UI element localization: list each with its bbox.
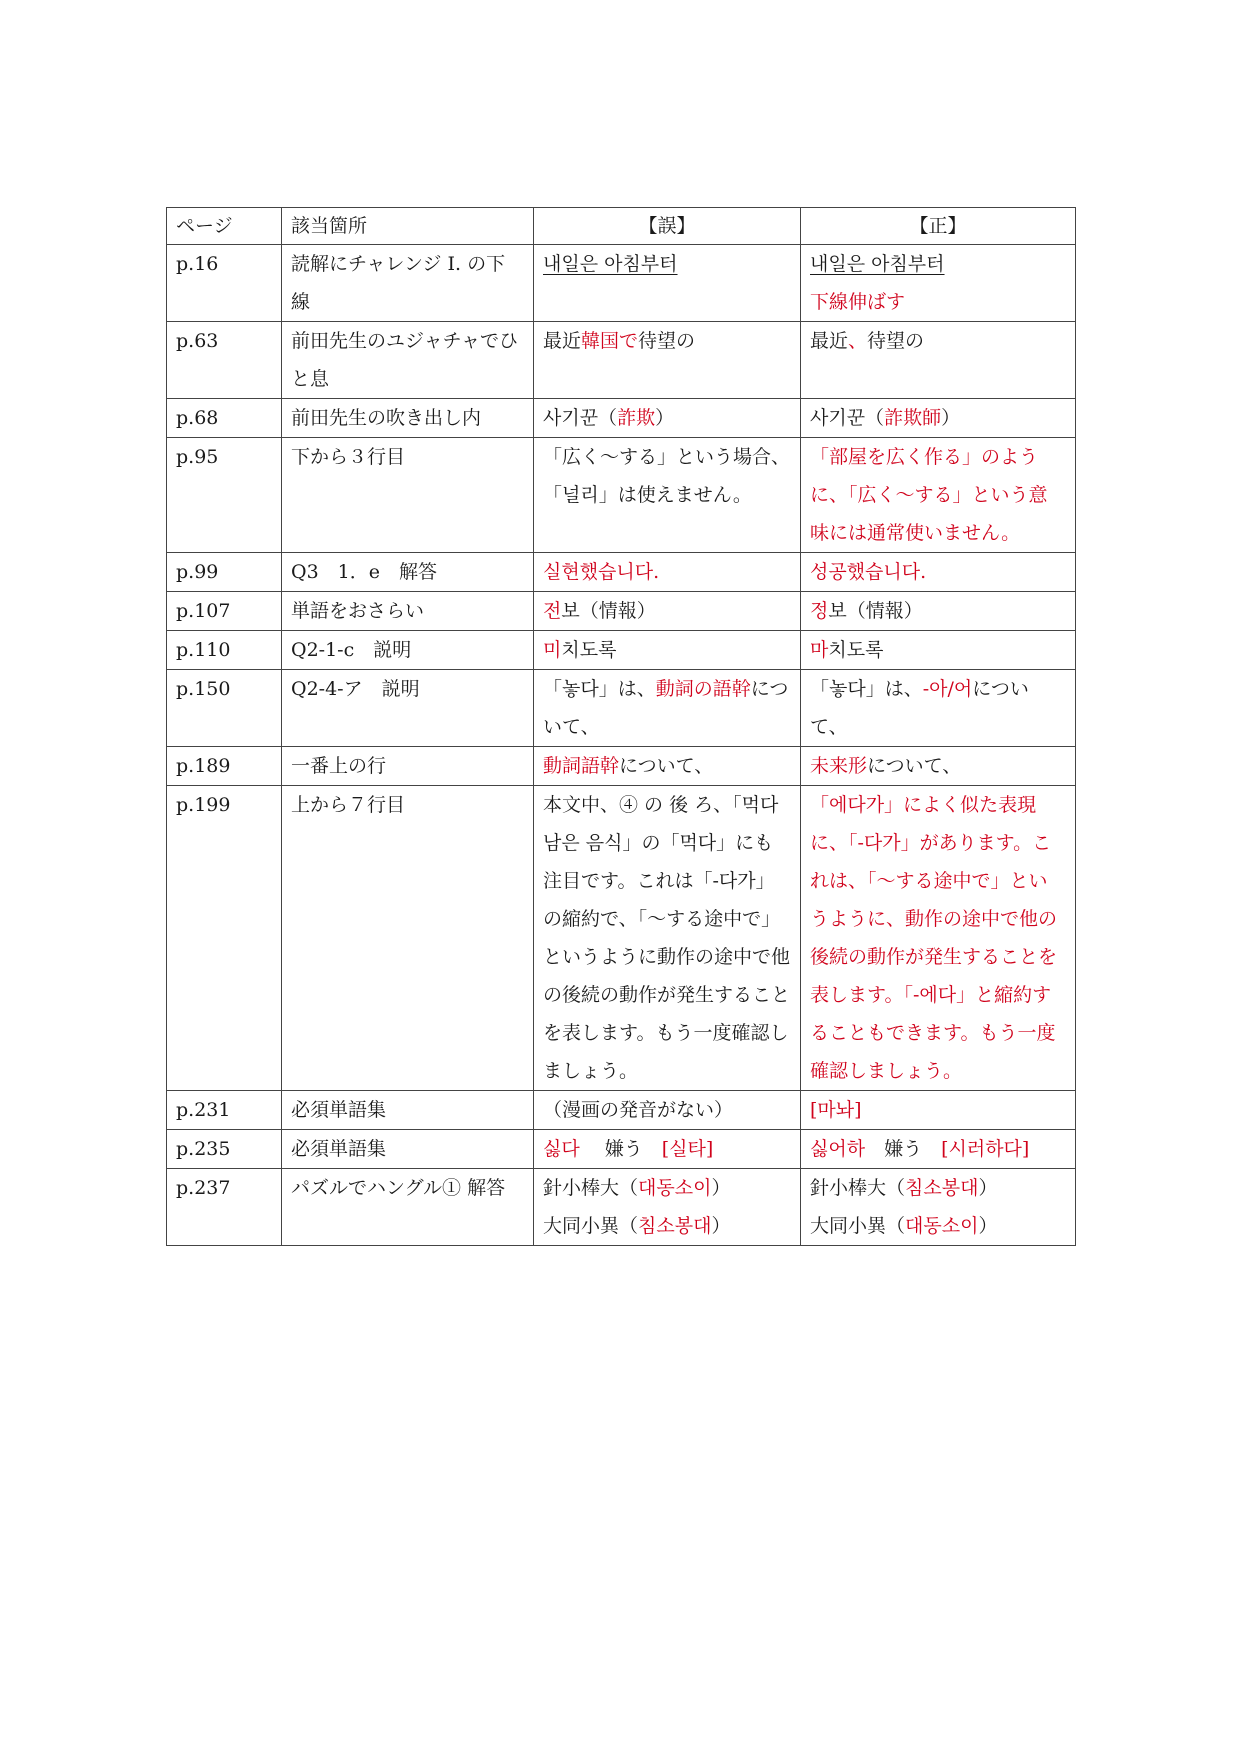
correct-cell xyxy=(801,592,1076,631)
wrong-text-segment: （漫画の発音がない） xyxy=(543,1099,734,1121)
page-cell: p.150 xyxy=(167,670,282,747)
wrong-text-segment: 動詞の語幹 xyxy=(655,678,751,700)
location-cell: 前田先生の吹き出し内 xyxy=(282,399,534,438)
wrong-text-segment: 「놓다」は、 xyxy=(543,678,656,700)
wrong-cell xyxy=(534,592,801,631)
correct-cell xyxy=(801,322,1076,399)
wrong-text-segment: 치도록 xyxy=(561,639,617,661)
location-cell: 一番上の行 xyxy=(282,747,534,786)
page-cell: p.231 xyxy=(167,1091,282,1130)
correct-text-segment: [시러하다] xyxy=(941,1138,1030,1160)
correct-text-segment: 성공했습니다. xyxy=(810,561,927,583)
page-cell: p.95 xyxy=(167,438,282,553)
location-cell: 読解にチャレンジ Ⅰ. の下線 xyxy=(282,245,534,322)
correct-text-segment: 대동소이 xyxy=(905,1215,979,1237)
page-cell: p.99 xyxy=(167,553,282,592)
correct-text-segment: 、 xyxy=(848,330,868,352)
correct-text-segment: 「에다가」によく似た表現に、「-다가」があります。これは、「～する途中で」というように、動作の途中で他の後続の動作が発生することを表します。「-에다」と縮約することもできます。もう一度確認しましょう。 xyxy=(810,794,1058,1082)
wrong-text-segment: 動詞語幹 xyxy=(543,755,620,777)
page-cell: p.199 xyxy=(167,786,282,1091)
correct-text-segment: 針小棒大（ xyxy=(810,1177,906,1199)
page-cell: p.63 xyxy=(167,322,282,399)
table-row xyxy=(167,786,1076,1091)
wrong-cell xyxy=(534,438,801,553)
location-cell: 必須単語集 xyxy=(282,1130,534,1169)
wrong-cell xyxy=(534,631,801,670)
page-cell: p.68 xyxy=(167,399,282,438)
table-row xyxy=(167,1169,1076,1246)
page-cell: p.235 xyxy=(167,1130,282,1169)
correct-cell xyxy=(801,1091,1076,1130)
wrong-text-segment: ） 大同小異（ xyxy=(543,1177,731,1237)
page-cell: p.16 xyxy=(167,245,282,322)
correct-text-segment: 싫어하 xyxy=(810,1138,866,1160)
correct-text-segment: 嫌う xyxy=(865,1138,942,1160)
wrong-text-segment: 嫌う xyxy=(579,1138,662,1160)
table-row xyxy=(167,670,1076,747)
location-cell: 上から７行目 xyxy=(282,786,534,1091)
correct-text-segment: ） xyxy=(978,1215,998,1237)
correct-cell xyxy=(801,438,1076,553)
correct-cell xyxy=(801,245,1076,322)
wrong-cell xyxy=(534,670,801,747)
table-row xyxy=(167,747,1076,786)
correct-text-segment: について、 xyxy=(867,755,962,777)
correct-text-segment: 下線伸ばす xyxy=(810,291,906,313)
wrong-text-segment: ） xyxy=(655,407,675,429)
wrong-cell xyxy=(534,747,801,786)
wrong-text-segment: 미 xyxy=(543,639,562,661)
correct-text-segment: 最近 xyxy=(810,330,849,352)
correct-text-segment: ） xyxy=(941,407,961,429)
table-row xyxy=(167,553,1076,592)
location-cell: 必須単語集 xyxy=(282,1091,534,1130)
wrong-cell xyxy=(534,786,801,1091)
correct-text-segment: 마 xyxy=(810,639,829,661)
wrong-cell xyxy=(534,245,801,322)
correct-cell xyxy=(801,631,1076,670)
page-cell: p.110 xyxy=(167,631,282,670)
correct-text-segment: 침소봉대 xyxy=(905,1177,979,1199)
correct-text-segment: について、 xyxy=(810,678,1029,738)
wrong-text-segment: について、 xyxy=(619,755,714,777)
table-row xyxy=(167,438,1076,553)
wrong-text-segment: 내일은 아침부터 xyxy=(543,253,678,275)
correct-text-segment: 정 xyxy=(810,600,829,622)
table-row xyxy=(167,245,1076,322)
page-cell: p.237 xyxy=(167,1169,282,1246)
errata-rows xyxy=(167,245,1076,1246)
correct-cell xyxy=(801,747,1076,786)
wrong-text-segment: 本文中、④ の 後 ろ、「먹다 남은 음식」の「먹다」にも注目です。これは「-다가」の縮約で、「～する途中で」というように動作の途中で他の後続の動作が発生することを表します。もう一度確認しましょう。 xyxy=(543,794,791,1082)
correct-text-segment: 未来形 xyxy=(810,755,868,777)
wrong-text-segment: 「広く～する」という場合、「널리」は使えません。 xyxy=(543,446,791,506)
location-cell: パズルでハングル① 解答 xyxy=(282,1169,534,1246)
wrong-text-segment: 침소봉대 xyxy=(638,1215,712,1237)
wrong-text-segment: 실현했습니다. xyxy=(543,561,660,583)
wrong-text-segment: 보（情報） xyxy=(561,600,656,622)
wrong-cell xyxy=(534,1130,801,1169)
wrong-text-segment: 전 xyxy=(543,600,562,622)
correct-text-segment: 詐欺師 xyxy=(884,407,942,429)
location-cell: 単語をおさらい xyxy=(282,592,534,631)
wrong-cell xyxy=(534,399,801,438)
wrong-cell xyxy=(534,322,801,399)
correct-text-segment: 보（情報） xyxy=(828,600,923,622)
correct-text-segment: 待望の xyxy=(867,330,925,352)
page-cell: p.107 xyxy=(167,592,282,631)
correct-cell xyxy=(801,399,1076,438)
wrong-text-segment: 詐欺 xyxy=(617,407,656,429)
location-cell: Q3 1．e 解答 xyxy=(282,553,534,592)
errata-table xyxy=(166,207,1076,1246)
wrong-cell xyxy=(534,553,801,592)
correct-cell xyxy=(801,1169,1076,1246)
page-cell: p.189 xyxy=(167,747,282,786)
wrong-text-segment: 싫다 xyxy=(543,1138,580,1160)
correct-cell xyxy=(801,670,1076,747)
wrong-text-segment: [실타] xyxy=(661,1138,714,1160)
header-location: 該当箇所 xyxy=(282,208,534,245)
location-cell: Q2-4-ア 説明 xyxy=(282,670,534,747)
correct-cell xyxy=(801,786,1076,1091)
wrong-text-segment: 韓国で xyxy=(581,330,639,352)
table-row xyxy=(167,1130,1076,1169)
header-page: ページ xyxy=(167,208,282,245)
wrong-text-segment: について、 xyxy=(543,678,789,738)
correct-text-segment: -아/어 xyxy=(922,678,973,700)
wrong-text-segment: ） xyxy=(711,1215,731,1237)
wrong-text-segment: 最近 xyxy=(543,330,582,352)
wrong-cell xyxy=(534,1091,801,1130)
table-row xyxy=(167,631,1076,670)
header-row xyxy=(167,208,1076,245)
table-row xyxy=(167,1091,1076,1130)
correct-text-segment: 내일은 아침부터 xyxy=(810,253,945,275)
wrong-cell xyxy=(534,1169,801,1246)
location-cell: Q2-1-c 説明 xyxy=(282,631,534,670)
location-cell: 下から３行目 xyxy=(282,438,534,553)
correct-cell xyxy=(801,553,1076,592)
correct-text-segment: 사기꾼（ xyxy=(810,407,885,429)
location-cell: 前田先生のユジャチャでひと息 xyxy=(282,322,534,399)
correct-text-segment: ） 大同小異（ xyxy=(810,1177,998,1237)
wrong-text-segment: 針小棒大（ xyxy=(543,1177,639,1199)
table-row xyxy=(167,399,1076,438)
table-row xyxy=(167,322,1076,399)
header-wrong: 【誤】 xyxy=(534,208,801,245)
correct-cell xyxy=(801,1130,1076,1169)
wrong-text-segment: 待望の xyxy=(638,330,696,352)
correct-text-segment: [마놔] xyxy=(810,1099,862,1121)
header-correct: 【正】 xyxy=(801,208,1076,245)
correct-text-segment: 「部屋を広く作る」のように、「広く～する」という意味には通常使いません。 xyxy=(810,446,1048,544)
correct-text-segment: 치도록 xyxy=(828,639,884,661)
table-row xyxy=(167,592,1076,631)
correct-text-segment: 「놓다」は、 xyxy=(810,678,923,700)
wrong-text-segment: 사기꾼（ xyxy=(543,407,618,429)
wrong-text-segment: 대동소이 xyxy=(638,1177,712,1199)
